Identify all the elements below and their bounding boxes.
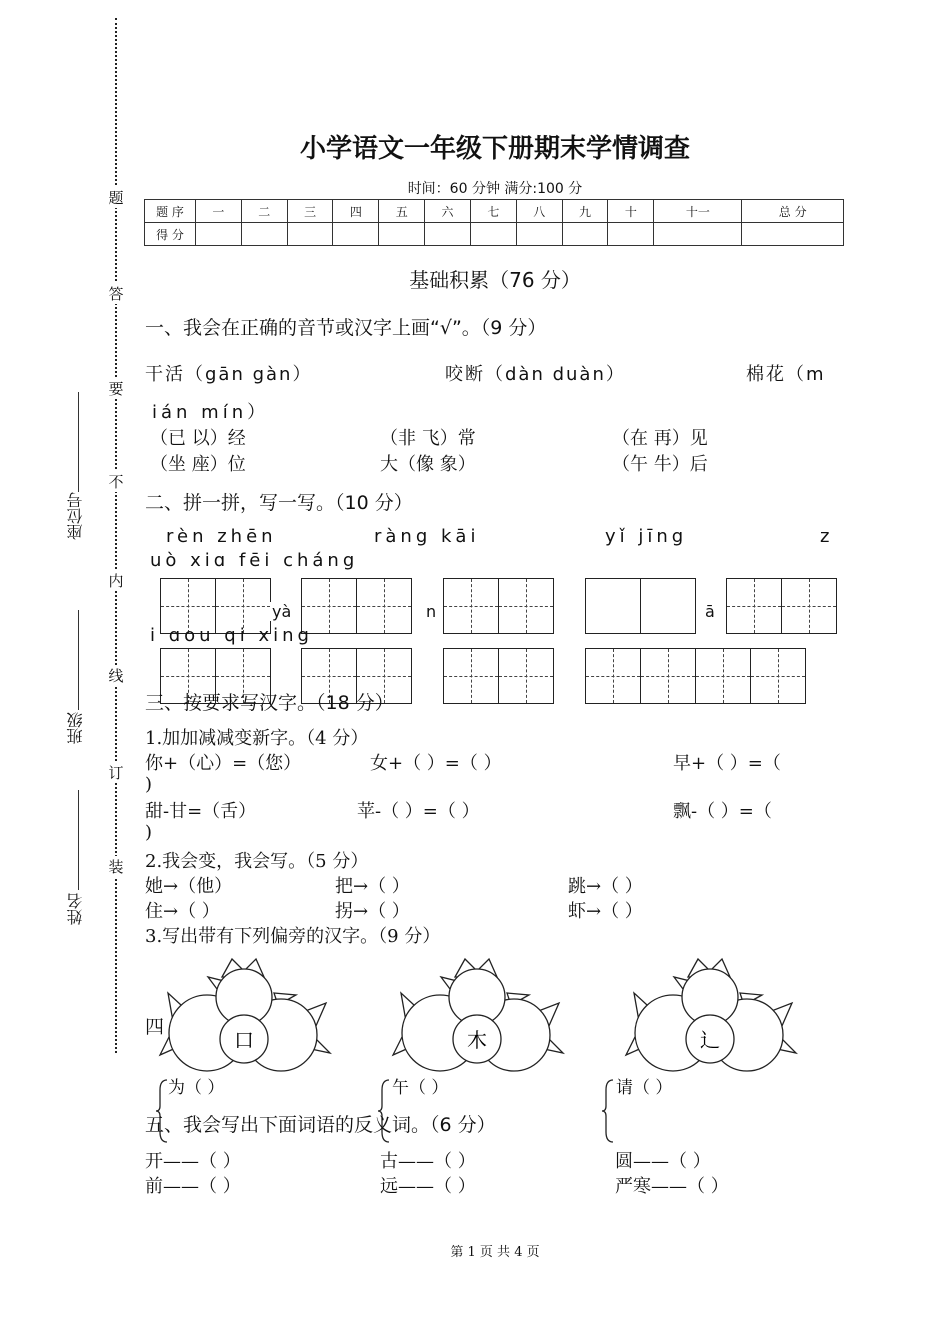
q3-sub-title: 2.我会变，我会写。（5 分） — [145, 851, 369, 872]
q1-item[interactable]: （非 飞）常 — [380, 428, 476, 449]
radical-label: 木 — [467, 1028, 487, 1052]
q5-item[interactable]: 严寒——（ ） — [615, 1176, 729, 1197]
q5-item[interactable]: 开——（ ） — [145, 1151, 241, 1172]
q3-item[interactable]: 苹-（ ）=（ ） — [357, 801, 480, 822]
q1-item[interactable]: 咬断（dàn duàn） — [445, 364, 626, 385]
table-cell: 九 — [562, 200, 608, 223]
score-input-cell[interactable] — [333, 223, 379, 246]
q1-item[interactable]: 大（像 象） — [380, 454, 476, 475]
binding-char: 题 — [106, 187, 126, 208]
pinyin-fragment: ā — [705, 602, 715, 621]
score-input-cell[interactable] — [516, 223, 562, 246]
class-label: 班级 — [66, 712, 85, 744]
binding-char: 答 — [106, 283, 126, 304]
q1-item[interactable]: 干活（gān gàn） — [145, 364, 313, 385]
q3-item-wrap: ) — [145, 774, 153, 795]
class-line[interactable] — [78, 610, 79, 710]
table-cell: 七 — [470, 200, 516, 223]
score-table-row — [145, 200, 844, 223]
question-5-title: 五、我会写出下面词语的反义词。（6 分） — [145, 1114, 496, 1136]
seat-number-line[interactable] — [78, 392, 79, 492]
pinyin: ràng kāi — [374, 526, 480, 547]
part-title: 基础积累（76 分） — [409, 268, 581, 292]
brace-item[interactable]: 为（ ） — [168, 1078, 225, 1098]
brace-item[interactable]: 午（ ） — [392, 1078, 449, 1098]
score-table — [144, 199, 844, 246]
writing-grid[interactable] — [726, 578, 837, 634]
q1-item-wrap: ián mín） — [152, 402, 270, 423]
q3-item-wrap: ) — [145, 822, 153, 843]
table-cell: 八 — [516, 200, 562, 223]
binding-char: 装 — [106, 856, 126, 877]
score-input-cell[interactable] — [196, 223, 242, 246]
q3-item[interactable]: 早+（ ）=（ — [673, 753, 781, 774]
q3-item[interactable]: 她→（他） — [145, 876, 233, 897]
table-cell: 二 — [241, 200, 287, 223]
score-input-cell[interactable] — [742, 223, 844, 246]
score-input-cell[interactable] — [425, 223, 471, 246]
q5-item[interactable]: 圆——（ ） — [615, 1151, 711, 1172]
radical-label: 辶 — [700, 1028, 720, 1052]
name-line[interactable] — [78, 790, 79, 890]
q1-item[interactable]: （午 牛）后 — [612, 454, 708, 475]
writing-grid[interactable] — [585, 648, 806, 704]
q3-item[interactable]: 住→（ ） — [145, 901, 220, 922]
score-input-cell[interactable] — [241, 223, 287, 246]
table-cell: 五 — [379, 200, 425, 223]
writing-grid[interactable] — [443, 578, 554, 634]
binding-dotted-line — [115, 18, 117, 1053]
writing-grid[interactable] — [585, 578, 696, 634]
name-label: 姓名 — [66, 893, 85, 925]
q5-item[interactable]: 古——（ ） — [380, 1151, 476, 1172]
score-input-cell[interactable] — [654, 223, 742, 246]
table-cell: 一 — [196, 200, 242, 223]
q5-item[interactable]: 前——（ ） — [145, 1176, 241, 1197]
q3-item[interactable]: 女+（ ）=（ ） — [370, 753, 502, 774]
score-input-cell[interactable] — [562, 223, 608, 246]
page-footer: 第 1 页 共 4 页 — [450, 1245, 540, 1260]
pinyin: rèn zhēn — [166, 526, 277, 547]
q5-item[interactable]: 远——（ ） — [380, 1176, 476, 1197]
table-cell: 十一 — [654, 200, 742, 223]
page-title: 小学语文一年级下册期末学情调查 — [299, 134, 690, 164]
q3-item[interactable]: 拐→（ ） — [335, 901, 410, 922]
question-1-title: 一、我会在正确的音节或汉字上画“√”。（9 分） — [145, 317, 547, 339]
table-cell: 总 分 — [742, 200, 844, 223]
table-cell: 得 分 — [145, 223, 196, 246]
binding-char: 订 — [106, 762, 126, 783]
question-3-title: 三、按要求写汉字。（18 分） — [145, 692, 394, 714]
score-input-cell[interactable] — [470, 223, 516, 246]
question-4-fragment: 四 — [145, 1016, 165, 1038]
pinyin: yǐ jīng — [605, 526, 688, 547]
q3-item[interactable]: 甜-甘=（舌） — [145, 801, 257, 822]
table-cell: 十 — [608, 200, 654, 223]
binding-char: 要 — [106, 378, 126, 399]
radical-flower-diagram — [616, 957, 806, 1077]
brace-item[interactable]: 请（ ） — [616, 1078, 673, 1098]
brace-icon — [601, 1078, 615, 1144]
q3-item[interactable]: 虾→（ ） — [568, 901, 643, 922]
q3-item[interactable]: 把→（ ） — [335, 876, 410, 897]
q1-item[interactable]: 棉花（m — [746, 364, 826, 385]
pinyin: z — [820, 526, 830, 547]
pinyin-fragment: n — [426, 602, 437, 621]
binding-char: 内 — [106, 570, 126, 591]
binding-char: 不 — [106, 471, 126, 492]
table-cell: 题 序 — [145, 200, 196, 223]
radical-flower-diagram — [383, 957, 573, 1077]
score-input-cell[interactable] — [608, 223, 654, 246]
q3-item[interactable]: 你+（心）=（您） — [145, 753, 302, 774]
pinyin-wrap: i ɑou qi xing — [150, 625, 313, 646]
q1-item[interactable]: （在 再）见 — [612, 428, 708, 449]
table-cell: 三 — [287, 200, 333, 223]
q3-item[interactable]: 飘-（ ）=（ — [673, 801, 772, 822]
q3-sub-title: 1.加加减减变新字。（4 分） — [145, 728, 369, 749]
radical-flower-diagram — [150, 957, 340, 1077]
radical-label: 口 — [234, 1028, 254, 1052]
q3-sub-title: 3.写出带有下列偏旁的汉字。（9 分） — [145, 926, 441, 947]
writing-grid[interactable] — [443, 648, 554, 704]
table-cell: 六 — [425, 200, 471, 223]
score-input-cell[interactable] — [287, 223, 333, 246]
q1-item[interactable]: （已 以）经 — [150, 428, 246, 449]
seat-number-label: 座位号 — [66, 492, 85, 540]
score-table-row — [145, 223, 844, 246]
score-input-cell[interactable] — [379, 223, 425, 246]
question-2-title: 二、拼一拼，写一写。（10 分） — [145, 492, 413, 514]
pinyin-wrap: uò xiɑ fēi cháng — [150, 550, 359, 571]
pinyin-fragment: yà — [272, 602, 292, 621]
exam-subtitle: 时间：60 分钟 满分:100 分 — [407, 181, 583, 197]
q3-item[interactable]: 跳→（ ） — [568, 876, 643, 897]
binding-char: 线 — [106, 665, 126, 686]
q1-item[interactable]: （坐 座）位 — [150, 454, 246, 475]
table-cell: 四 — [333, 200, 379, 223]
writing-grid[interactable] — [301, 578, 412, 634]
